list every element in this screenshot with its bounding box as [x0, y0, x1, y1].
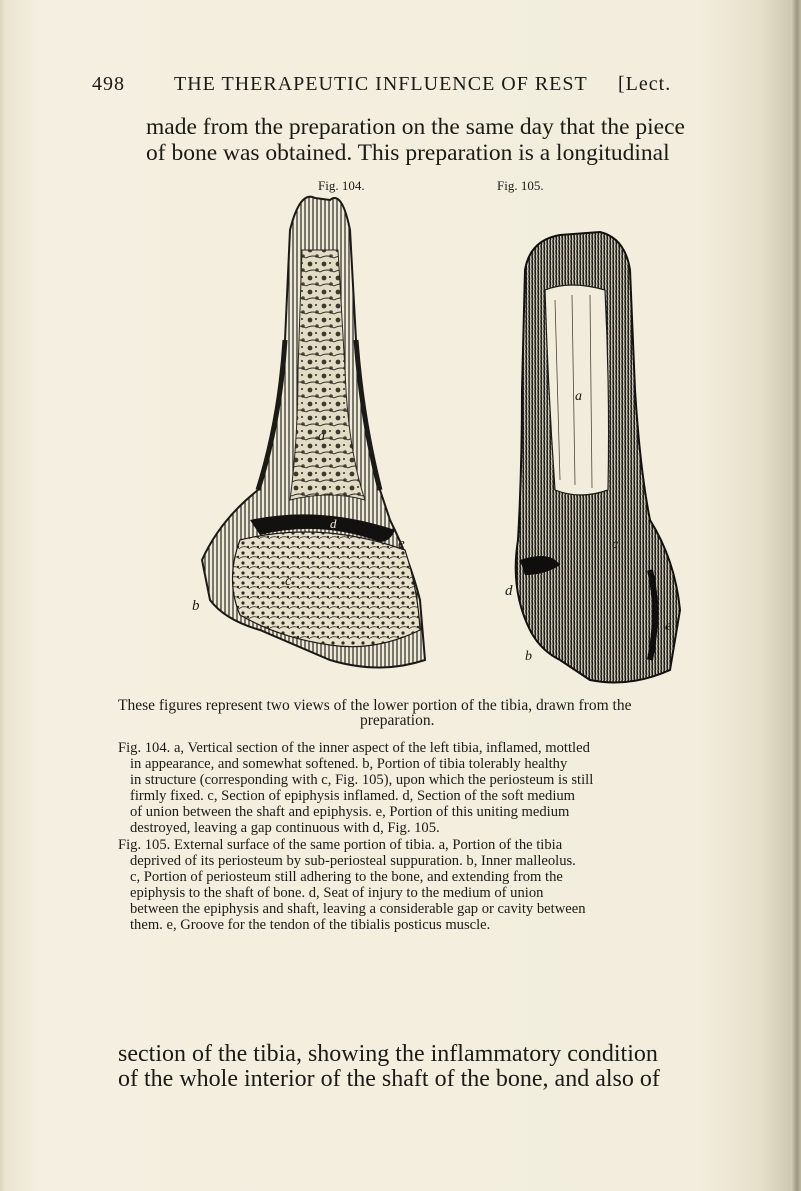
caption-intro-line-1: These figures represent two views of the lower portion of the tibia, drawn from the [118, 697, 632, 714]
caption-line: epiphysis to the shaft of bone. d, Seat of injury to the medium of union [130, 885, 544, 901]
caption-intro-line-2: preparation. [360, 712, 435, 729]
caption-line: deprived of its periosteum by sub-periosteal suppuration. b, Inner malleolus. [130, 853, 576, 869]
tibia-illustrations [180, 190, 720, 690]
body-text-line-1: made from the preparation on the same day that the piece [146, 114, 685, 140]
caption-line: firmly fixed. c, Section of epiphysis inflamed. d, Section of the soft medium [130, 788, 576, 804]
caption-line: them. e, Groove for the tendon of the tibialis posticus muscle. [130, 917, 491, 933]
caption-line: of union between the shaft and epiphysis. e, Portion of this uniting medium [130, 804, 570, 820]
page-edge-left [0, 0, 6, 1191]
fig105-label-d: d [505, 583, 513, 599]
fig104-label-e: e [398, 536, 405, 552]
body-text-line-4: of the whole interior of the shaft of the bone, and also of [118, 1066, 660, 1092]
fig105-label-c: c [612, 537, 619, 552]
fig105-label-e: e [665, 619, 672, 634]
fig104-label-d: d [330, 516, 337, 531]
page-number: 498 [92, 73, 125, 95]
caption-line: Fig. 104. a, Vertical section of the inner aspect of the left tibia, inflamed, mottled [118, 740, 590, 756]
caption-line: destroyed, leaving a gap continuous with d, Fig. 105. [130, 820, 440, 836]
fig104-label-a: a [318, 429, 325, 444]
figure-104-drawing [202, 197, 425, 668]
caption-line: Fig. 105. External surface of the same portion of tibia. a, Portion of the tibia [118, 837, 563, 853]
page-edge-right [791, 0, 801, 1191]
body-text-line-3: section of the tibia, showing the inflammatory condition [118, 1041, 658, 1067]
running-header [92, 73, 712, 99]
figure-105-label: Fig. 105. [497, 178, 544, 193]
lecture-label: [Lect. [618, 73, 672, 95]
caption-line: in appearance, and somewhat softened. b, Portion of tibia tolerably healthy [130, 756, 568, 772]
caption-line: in structure (corresponding with c, Fig. 105), upon which the periosteum is still [130, 772, 594, 788]
figure-104-label: Fig. 104. [318, 178, 365, 193]
caption-line: c, Portion of periosteum still adhering to the bone, and extending from the [130, 869, 563, 885]
caption-line: between the epiphysis and shaft, leaving a considerable gap or cavity between [130, 901, 586, 917]
fig104-label-c: c [285, 574, 292, 589]
fig104-label-b: b [192, 598, 200, 614]
running-title: THE THERAPEUTIC INFLUENCE OF REST [174, 73, 588, 95]
figure-105-drawing [516, 232, 680, 682]
fig105-label-b: b [525, 649, 532, 664]
body-text-line-2: of bone was obtained. This preparation is a longitudinal [146, 140, 670, 166]
fig105-label-a: a [575, 389, 582, 404]
